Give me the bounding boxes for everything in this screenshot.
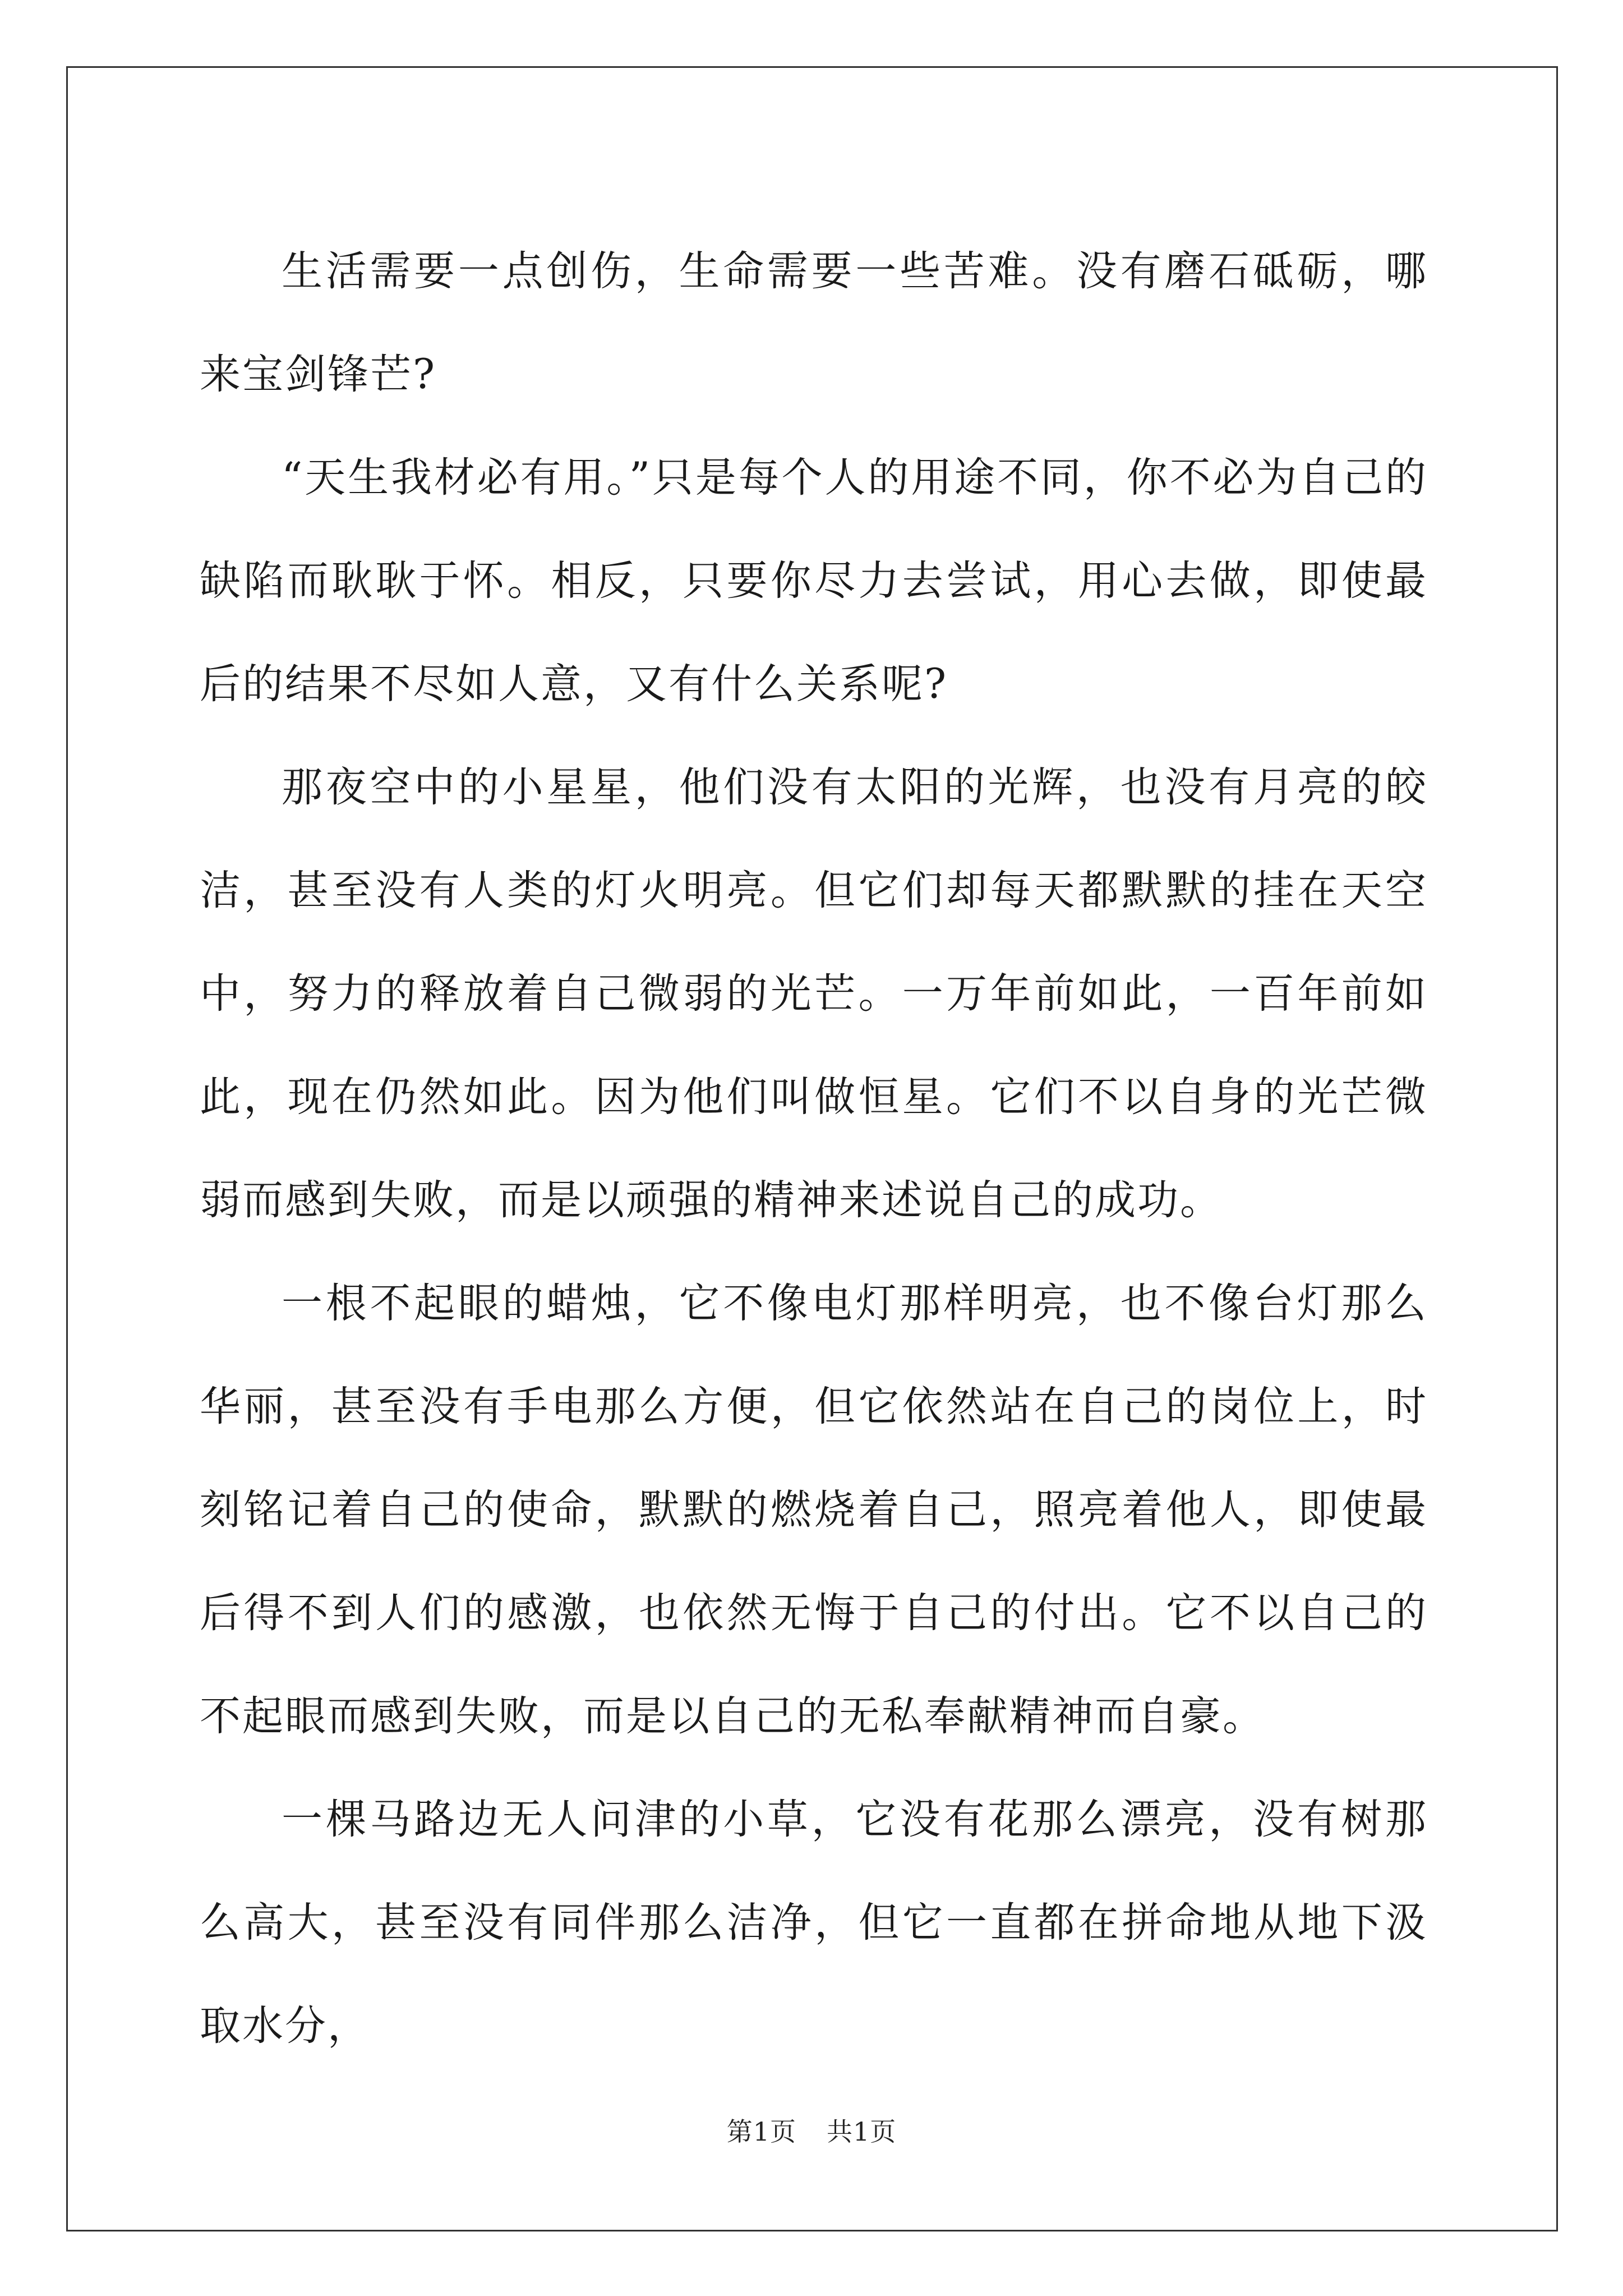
paragraph-2: “天生我材必有用。”只是每个人的用途不同，你不必为自己的缺陷而耿耿于怀。相反，只要你尽力去尝试，用心去做，即使最后的结果不尽如人意，又有什么关系呢? [200,454,1428,708]
paragraph-4: 一根不起眼的蜡烛，它不像电灯那样明亮，也不像台灯那么华丽，甚至没有手电那么方便，但它依然站在自己的岗位上，时刻铭记着自己的使命，默默的燃烧着自己，照亮着他人，即使最后得不到人们的感激，也依然无悔于自己的付出。它不以自己的不起眼而感到失败，而是以自己的无私奉献精神而自豪。 [200,1280,1428,1740]
page-footer [0,2115,1623,2148]
paragraph-3: 那夜空中的小星星，他们没有太阳的光辉，也没有月亮的皎洁，甚至没有人类的灯火明亮。但它们却每天都默默的挂在天空中，努力的释放着自己微弱的光芒。一万年前如此，一百年前如此，现在仍然如此。因为他们叫做恒星。它们不以自身的光芒微弱而感到失败，而是以顽强的精神来述说自己的成功。 [200,763,1428,1224]
page-number: 第1页 [726,2116,796,2147]
page-total: 共1页 [827,2116,897,2147]
document-body [200,220,1428,2078]
paragraph-5: 一棵马路边无人问津的小草，它没有花那么漂亮，没有树那么高大，甚至没有同伴那么洁净，但它一直都在拼命地从地下汲取水分， [200,1796,1428,2050]
paragraph-1: 生活需要一点创伤，生命需要一些苦难。没有磨石砥砺，哪来宝剑锋芒? [200,247,1428,398]
